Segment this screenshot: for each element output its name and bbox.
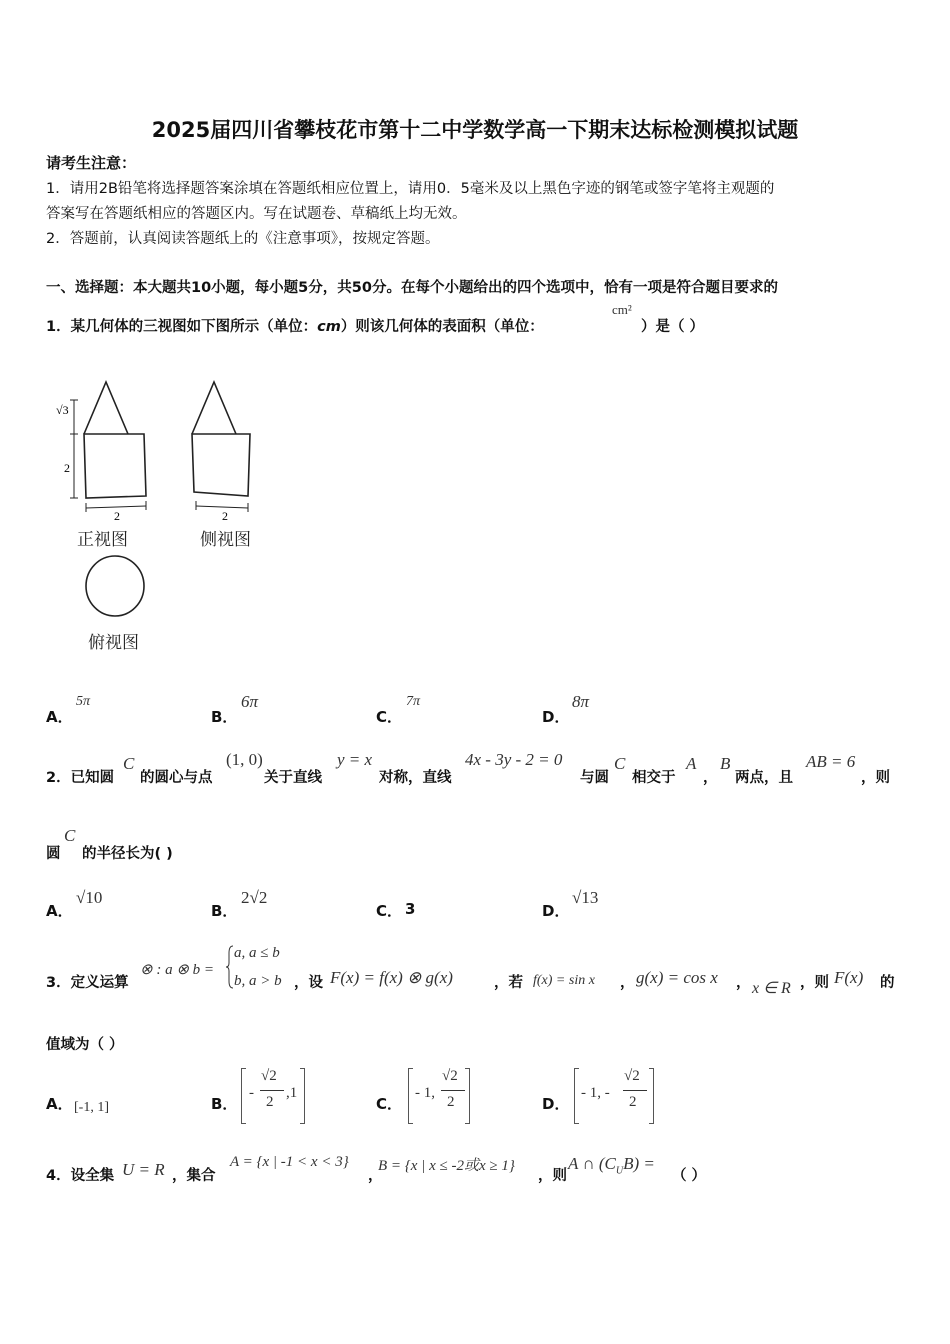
q3-option-c-letter: C． bbox=[376, 1095, 403, 1113]
q4-p3: ， bbox=[368, 1168, 383, 1184]
q2-AB: AB = 6 bbox=[806, 752, 856, 771]
top-view-label: 俯视图 bbox=[88, 633, 139, 653]
q2-p6: 相交于 bbox=[632, 770, 676, 786]
q2-option-a-value: √10 bbox=[76, 888, 103, 907]
q3-p2: ，设 bbox=[294, 975, 323, 991]
q4-p5: （ ） bbox=[672, 1168, 707, 1184]
q2-B: B bbox=[720, 754, 731, 773]
q2-C3: C bbox=[64, 826, 76, 845]
notice-line1: 1．请用2B铅笔将选择题答案涂填在答题纸相应位置上，请用0．5毫米及以上黑色字迹的钢笔或签字笔将主观题的 bbox=[46, 181, 775, 197]
q3-optC-den: 2 bbox=[447, 1094, 455, 1110]
notice-line1b: 答案写在答题纸相应的答题区内。写在试题卷、草稿纸上均无效。 bbox=[46, 206, 467, 222]
q2-point: (1, 0) bbox=[226, 750, 263, 769]
q2-p3: 关于直线 bbox=[264, 770, 322, 786]
q3-optD-pre: - 1, - bbox=[581, 1085, 610, 1101]
q1-option-b-letter: B． bbox=[211, 708, 238, 726]
q1-unit: cm bbox=[317, 319, 341, 335]
q3-option-a-letter: A． bbox=[46, 1095, 73, 1113]
q3-option-b-letter: B． bbox=[211, 1095, 238, 1113]
notice-line2: 2．答题前，认真阅读答题纸上的《注意事项》，按规定答题。 bbox=[46, 231, 440, 247]
notice-heading: 请考生注意： bbox=[46, 154, 137, 172]
q3-optB-num: √2 bbox=[261, 1068, 277, 1084]
q3-domain: x ∈ R bbox=[752, 980, 791, 997]
q2-p7: 两点，且 bbox=[735, 770, 793, 786]
q4-A: A = {x | -1 < x < 3} bbox=[230, 1154, 349, 1170]
q2-p5: 与圆 bbox=[580, 770, 609, 786]
front-square bbox=[84, 434, 146, 498]
q2-C1: C bbox=[123, 754, 135, 773]
q2-line: y = x bbox=[337, 750, 373, 769]
q1-stem bbox=[46, 315, 544, 336]
q2-p10: 的半径长为( ) bbox=[82, 846, 173, 862]
q1-option-c-letter: C． bbox=[376, 708, 403, 726]
q3-optC-num: √2 bbox=[442, 1068, 458, 1084]
q4-B: B = {x | x ≤ -2或x ≥ 1} bbox=[378, 1158, 515, 1174]
q1-option-c-value: 7π bbox=[406, 694, 421, 709]
q3-sep2: ， bbox=[736, 975, 751, 991]
side-square bbox=[192, 434, 250, 496]
q4-expr-sub: U bbox=[615, 1165, 624, 1177]
q3-option-a-value: [-1, 1] bbox=[74, 1100, 109, 1115]
dim-height: 2 bbox=[64, 461, 70, 475]
q4-U: U = R bbox=[122, 1160, 165, 1179]
q2-option-b-value: 2√2 bbox=[241, 888, 268, 907]
q3-option-d-value bbox=[574, 1068, 658, 1124]
top-circle bbox=[86, 556, 144, 616]
q3-option-c-value bbox=[408, 1068, 472, 1124]
q1-option-b-value: 6π bbox=[241, 692, 259, 711]
q1-stem-a: 1．某几何体的三视图如下图所示（单位： bbox=[46, 319, 318, 335]
q3-option-d-letter: D． bbox=[542, 1095, 570, 1113]
q3-optB-den: 2 bbox=[266, 1094, 274, 1110]
q2-option-d-value: √13 bbox=[572, 888, 599, 907]
section-heading: 一、选择题：本大题共10小题，每小题5分，共50分。在每个小题给出的四个选项中，恰有一项是符合题目要求的 bbox=[46, 280, 778, 296]
q1-option-a-letter: A． bbox=[46, 708, 73, 726]
q2-p4: 对称，直线 bbox=[379, 770, 452, 786]
q3-optD-den: 2 bbox=[629, 1094, 637, 1110]
dim-sqrt3: √3 bbox=[56, 403, 69, 417]
q2-C2: C bbox=[614, 754, 626, 773]
q3-optD-num: √2 bbox=[624, 1068, 640, 1084]
front-view-label: 正视图 bbox=[77, 530, 128, 550]
q2-A: A bbox=[686, 754, 697, 773]
q3-option-b-value bbox=[241, 1068, 307, 1124]
side-triangle bbox=[192, 382, 236, 434]
q4-p4: ，则 bbox=[538, 1168, 567, 1184]
q4-expr bbox=[568, 1154, 655, 1176]
q3-op: ⊗ : a ⊗ b = bbox=[140, 962, 215, 978]
q3-optB-post: ,1 bbox=[286, 1085, 298, 1101]
q3-case2: b, a > b bbox=[234, 973, 282, 989]
q2-p9: 圆 bbox=[46, 846, 61, 862]
q4-p1: 4．设全集 bbox=[46, 1168, 115, 1184]
q3-F: F(x) = f(x) ⊗ g(x) bbox=[330, 968, 453, 987]
q3-p3: ，若 bbox=[494, 975, 523, 991]
side-view-label: 侧视图 bbox=[200, 530, 251, 550]
q2-line2: 4x - 3y - 2 = 0 bbox=[465, 750, 563, 769]
q3-F2: F(x) bbox=[834, 968, 864, 987]
q2-p8: ，则 bbox=[861, 770, 890, 786]
q1-stem-c: ）是（ ） bbox=[641, 319, 705, 335]
q2-p1: 2．已知圆 bbox=[46, 770, 115, 786]
q2-option-c-value: 3 bbox=[405, 900, 416, 918]
q1-option-d-letter: D． bbox=[542, 708, 570, 726]
dim-front-width: 2 bbox=[114, 509, 120, 523]
q3-g: g(x) = cos x bbox=[636, 968, 718, 987]
q2-option-a-letter: A． bbox=[46, 902, 73, 920]
q3-p5: 的 bbox=[880, 975, 895, 991]
q2-option-c-letter: C． bbox=[376, 902, 403, 920]
q3-p6: 值域为（ ） bbox=[46, 1037, 124, 1053]
page-title: 2025届四川省攀枝花市第十二中学数学高一下期末达标检测模拟试题 bbox=[151, 118, 799, 142]
q3-p1: 3．定义运算 bbox=[46, 975, 129, 991]
q1-option-a-value: 5π bbox=[76, 694, 91, 709]
q1-option-d-value: 8π bbox=[572, 692, 590, 711]
q4-expr-a: A ∩ (C bbox=[568, 1154, 616, 1173]
q2-comma: ， bbox=[703, 770, 718, 786]
q3-brace bbox=[226, 945, 234, 989]
q3-sep: ， bbox=[620, 975, 635, 991]
q2-option-d-letter: D． bbox=[542, 902, 570, 920]
q3-p4: ，则 bbox=[800, 975, 829, 991]
q4-p2: ，集合 bbox=[172, 1168, 216, 1184]
q2-option-b-letter: B． bbox=[211, 902, 238, 920]
q3-optC-pre: - 1, bbox=[415, 1085, 435, 1101]
q4-expr-b: B) = bbox=[623, 1154, 655, 1173]
q1-stem-b: ）则该几何体的表面积（单位： bbox=[340, 319, 544, 335]
q1-unit2: cm² bbox=[612, 302, 632, 317]
front-triangle bbox=[84, 382, 128, 434]
q2-p2: 的圆心与点 bbox=[140, 770, 213, 786]
q3-optB-minus: - bbox=[249, 1085, 254, 1101]
dim-side-width: 2 bbox=[222, 509, 228, 523]
q3-case1: a, a ≤ b bbox=[234, 945, 280, 961]
q3-f: f(x) = sin x bbox=[533, 973, 595, 988]
